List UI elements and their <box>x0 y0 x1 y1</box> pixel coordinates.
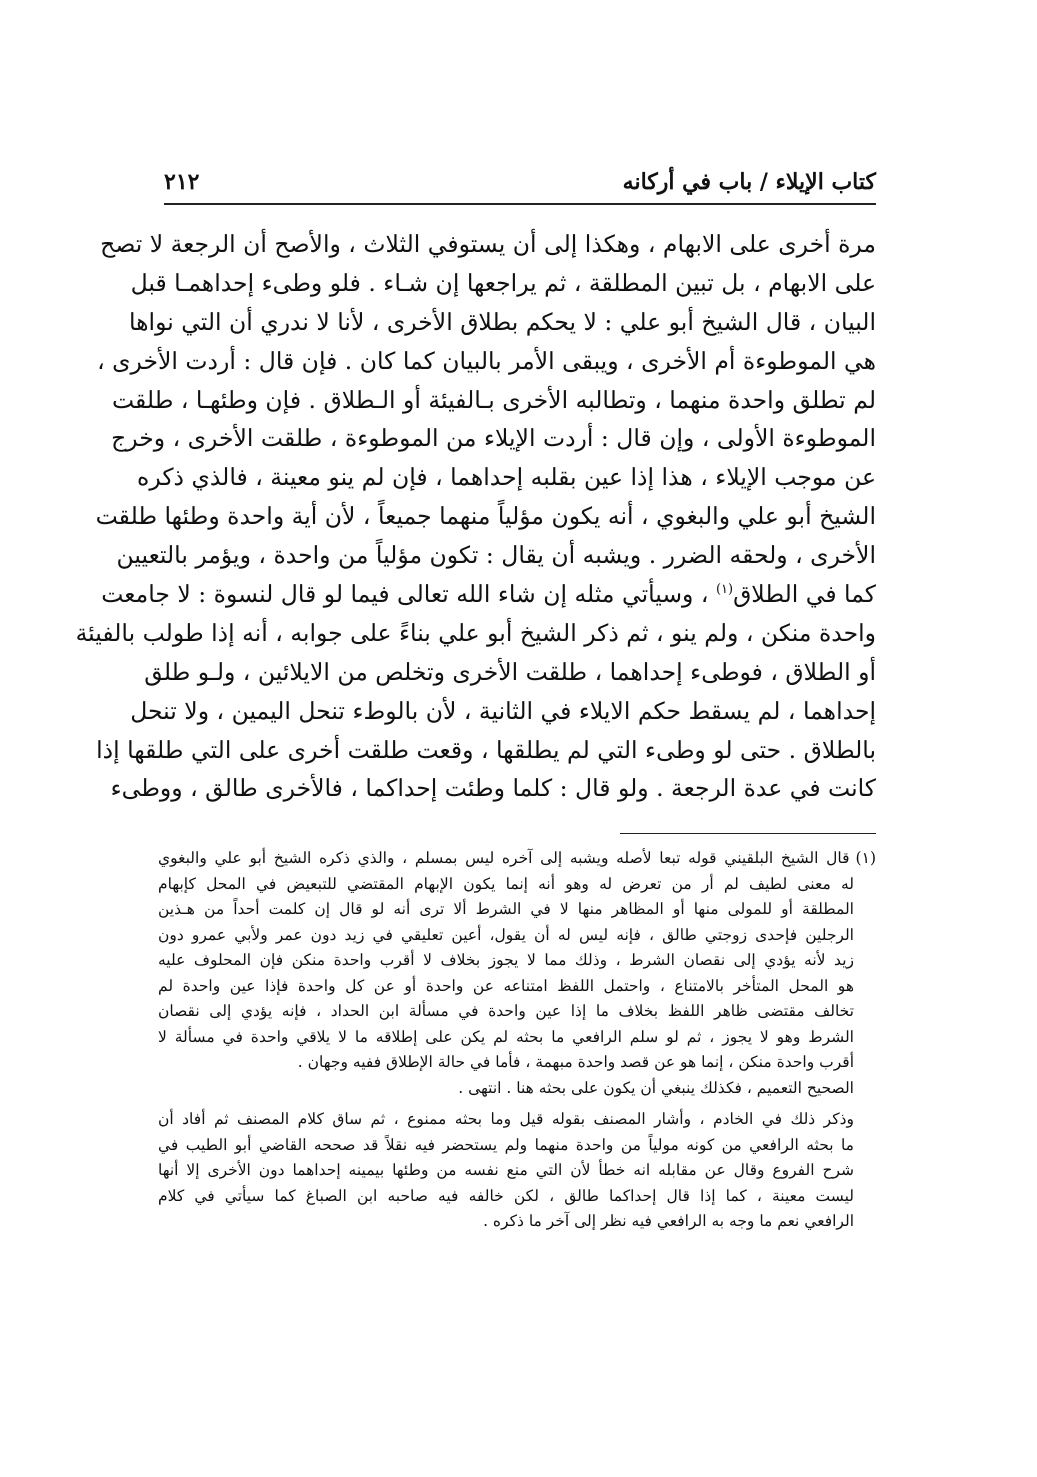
footnote-divider <box>620 833 876 834</box>
footnote-line: الصحيح التعميم ، فكذلك ينبغي أن يكون على بحثه هنا . انتهى . <box>458 1078 854 1097</box>
text-line: عن موجب الإيلاء ، هذا إذا عين بقلبه إحداهما ، فإن لم ينو معينة ، فالذي ذكره <box>137 463 876 492</box>
footnote-text: قال الشيخ البلقيني قوله تبعا لأصله ويشبه إلى آخره ليس بمسلم ، والذي ذكره الشيخ أبو علي والبغوي <box>158 849 850 867</box>
text-line: إحداهما ، لم يسقط حكم الايلاء في الثانية ، لأن بالوطء تنحل اليمين ، ولا تنحل <box>130 696 876 725</box>
footnote-line: هو المحل المتأخر بالامتناع ، واحتمل اللفظ امتناعه عن واحدة أو عن كل واحدة فإذا عين واحدة لم <box>158 976 854 995</box>
text-line: لم تطلق واحدة منهما ، وتطالبه الأخرى بـالفيئة أو الـطلاق . فإن وطئهـا ، طلقت <box>111 385 876 414</box>
footnote-line: ليست معينة ، كما إذا قال إحداكما طالق ، لكن خالفه فيه صاحبه ابن الصباغ كما سيأتي في كلام <box>158 1186 854 1205</box>
footnote-line: الرافعي نعم ما وجه به الرافعي فيه نظر إلى آخر ما ذكره . <box>483 1212 854 1230</box>
footnote-reference[interactable]: (١) <box>715 582 734 598</box>
text-line-with-footnote-ref <box>101 575 876 614</box>
text-line: واحدة منكن ، ولم ينو ، ثم ذكر الشيخ أبو علي بناءً على جوابه ، أنه إذا طولب بالفيئة <box>75 618 876 647</box>
text-line: الأخرى ، ولحقه الضرر . ويشبه أن يقال : تكون مؤلياً من واحدة ، ويؤمر بالتعيين <box>116 541 876 570</box>
footnote-line: المطلقة أو للمولى منها أو المظاهر منها لا في الشرط ألا ترى أنه لو قال إن كلمت أحداً من هـذين <box>158 900 854 918</box>
footnote-line <box>158 846 876 872</box>
footnote-line: تخالف مقتضى ظاهر اللفظ بخلاف ما إذا عين واحدة في مسألة ابن الحداد ، فإنه يؤدي إلى نقصان <box>158 1002 854 1020</box>
text-line: الشيخ أبو علي والبغوي ، أنه يكون مؤلياً منهما جميعاً ، لأن أية واحدة وطئها طلقت <box>95 502 876 531</box>
text-line: أو الطلاق ، فوطىء إحداهما ، طلقت الأخرى وتخلص من الايلائين ، ولـو طلق <box>144 657 876 686</box>
chapter-title: كتاب الإيلاء / باب في أركانه <box>622 169 876 195</box>
text-segment: ، وسيأتي مثله إن شاء الله تعالى فيما لو قال لنسوة : لا جامعت <box>101 580 716 609</box>
text-line: مرة أخرى على الابهام ، وهكذا إلى أن يستوفي الثلاث ، والأصح أن الرجعة لا تصح <box>100 230 876 258</box>
footnote-number: (١) <box>855 849 876 867</box>
footnote-line: أقرب واحدة منكن ، إنما هو عن قصد واحدة مبهمة ، فأما في حالة الإطلاق ففيه وجهان . <box>297 1053 854 1071</box>
footnote-line: زيد لأنه يؤدي إلى نقصان الشرط ، وذلك مما لا يجوز بخلاف لا أقرب واحدة منكن فإن المحلوف عليه <box>158 951 854 969</box>
text-line: بالطلاق . حتى لو وطىء التي لم يطلقها ، وقعت طلقت أخرى على التي طلقها إذا <box>96 735 876 764</box>
footnote-line: وذكر ذلك في الخادم ، وأشار المصنف بقوله قيل وما بحثه ممنوع ، ثم ساق كلام المصنف ثم أفاد أن <box>158 1110 854 1128</box>
page-number: ٢١٢ <box>164 169 200 195</box>
footnote-line: الشرط وهو لا يجوز ، ثم لو سلم الرافعي ما بحثه لم يكن على إطلاقه ما لا يلاقي واحدة في مسألة لا <box>158 1027 854 1046</box>
text-line: الموطوءة الأولى ، وإن قال : أردت الإيلاء من الموطوءة ، طلقت الأخرى ، وخرج <box>111 424 876 453</box>
footnote-line: له معنى لطيف لم أر من تعرض له وهو أنه إنما يكون الإبهام المقتضي للتبعيض في المحل كإبهام <box>158 874 854 893</box>
text-line: كانت في عدة الرجعة . ولو قال : كلما وطئت إحداكما ، فالأخرى طالق ، ووطىء <box>110 774 876 803</box>
footnote-line: ما بحثه الرافعي من كونه مولياً من واحدة منهما ولم يستحضر فيه نقلاً قد صححه القاضي أبو الطيب في <box>158 1135 854 1154</box>
footnotes <box>158 846 876 1235</box>
main-text <box>75 225 876 808</box>
text-segment: كما في الطلاق <box>733 580 876 609</box>
text-line: البيان ، قال الشيخ أبو علي : لا يحكم بطلاق الأخرى ، لأنا لا ندري أن التي نواها <box>128 307 876 336</box>
running-header <box>164 167 876 205</box>
footnote-line: شرح الفروع وقال عن مقابله انه خطأ لأن التي منع نفسه من وطئها بيمينه إحداهما دون الأخرى إلا أنها <box>158 1161 854 1179</box>
footnote-line: الرجلين فإحدى زوجتي طالق ، فإنه ليس له أن يقول، أعين تعليقي في زيد دون عمر ولأبي عمرو دون <box>158 925 854 944</box>
text-line: هي الموطوءة أم الأخرى ، ويبقى الأمر بالبيان كما كان . فإن قال : أردت الأخرى ، <box>97 346 876 375</box>
text-line: على الابهام ، بل تبين المطلقة ، ثم يراجعها إن شـاء . فلو وطىء إحداهمـا قبل <box>130 268 876 297</box>
